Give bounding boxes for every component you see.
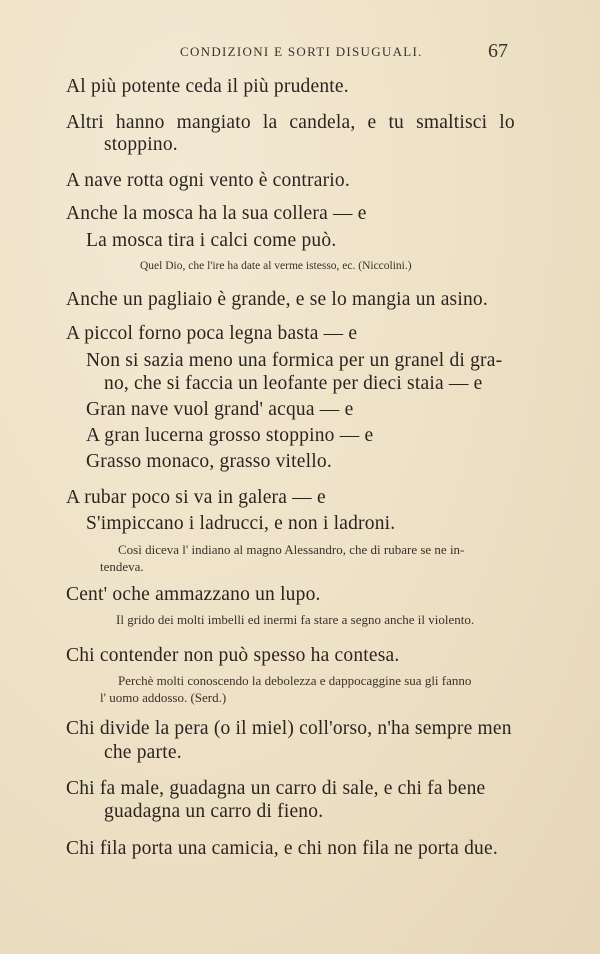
proverb-line: Non si sazia meno una formica per un granel di gra- [86,350,503,371]
proverb-line: Chi fila porta una camicia, e chi non fila ne porta due. [66,838,498,859]
commentary-line: tendeva. [100,559,144,574]
proverb-line: Chi contender non può spesso ha contesa. [66,645,400,666]
proverb-line: no, che si faccia un leofante per dieci staia — e [104,373,483,394]
proverb-line: Cent' oche ammazzano un lupo. [66,584,321,605]
proverb-line: A nave rotta ogni vento è contrario. [66,170,350,191]
proverb-line: A rubar poco si va in galera — e [66,487,326,508]
proverb-line: A piccol forno poca legna basta — e [66,323,358,344]
proverb-line: Gran nave vuol grand' acqua — e [86,399,354,420]
proverb-line: S'impiccano i ladrucci, e non i ladroni. [86,513,396,534]
commentary-line: Perchè molti conoscendo la debolezza e dappocaggine sua gli fanno [118,673,472,688]
proverb-line: Al più potente ceda il più prudente. [66,76,349,97]
commentary-line: Così diceva l' indiano al magno Alessandro, che di rubare se ne in- [118,542,465,557]
commentary-line: Il grido dei molti imbelli ed inermi fa stare a segno anche il violento. [116,612,475,627]
proverb-line: Chi fa male, guadagna un carro di sale, e chi fa bene [66,778,486,799]
proverb-line: guadagna un carro di fieno. [104,801,324,822]
proverb-line: stoppino. [104,134,178,155]
running-head [0,40,600,66]
commentary-line: l' uomo addosso. (Serd.) [100,690,227,705]
proverb-line: A gran lucerna grosso stoppino — e [86,425,374,446]
commentary-line: Quel Dio, che l'ire ha date al verme istesso, ec. (Niccolini.) [140,260,412,272]
proverb-line: Grasso monaco, grasso vitello. [86,451,332,472]
page-number: 67 [488,40,508,62]
proverb-line: Chi divide la pera (o il miel) coll'orso, n'ha sempre men [66,718,512,739]
proverb-line: Altri hanno mangiato la candela, e tu smaltisci lo [66,112,515,133]
proverb-line: Anche la mosca ha la sua collera — e [66,203,367,224]
proverb-line: Anche un pagliaio è grande, e se lo mangia un asino. [66,289,488,310]
running-title: CONDIZIONI E SORTI DISUGUALI. [180,44,423,59]
proverb-line: La mosca tira i calci come può. [86,230,337,251]
proverb-line: che parte. [104,742,182,763]
